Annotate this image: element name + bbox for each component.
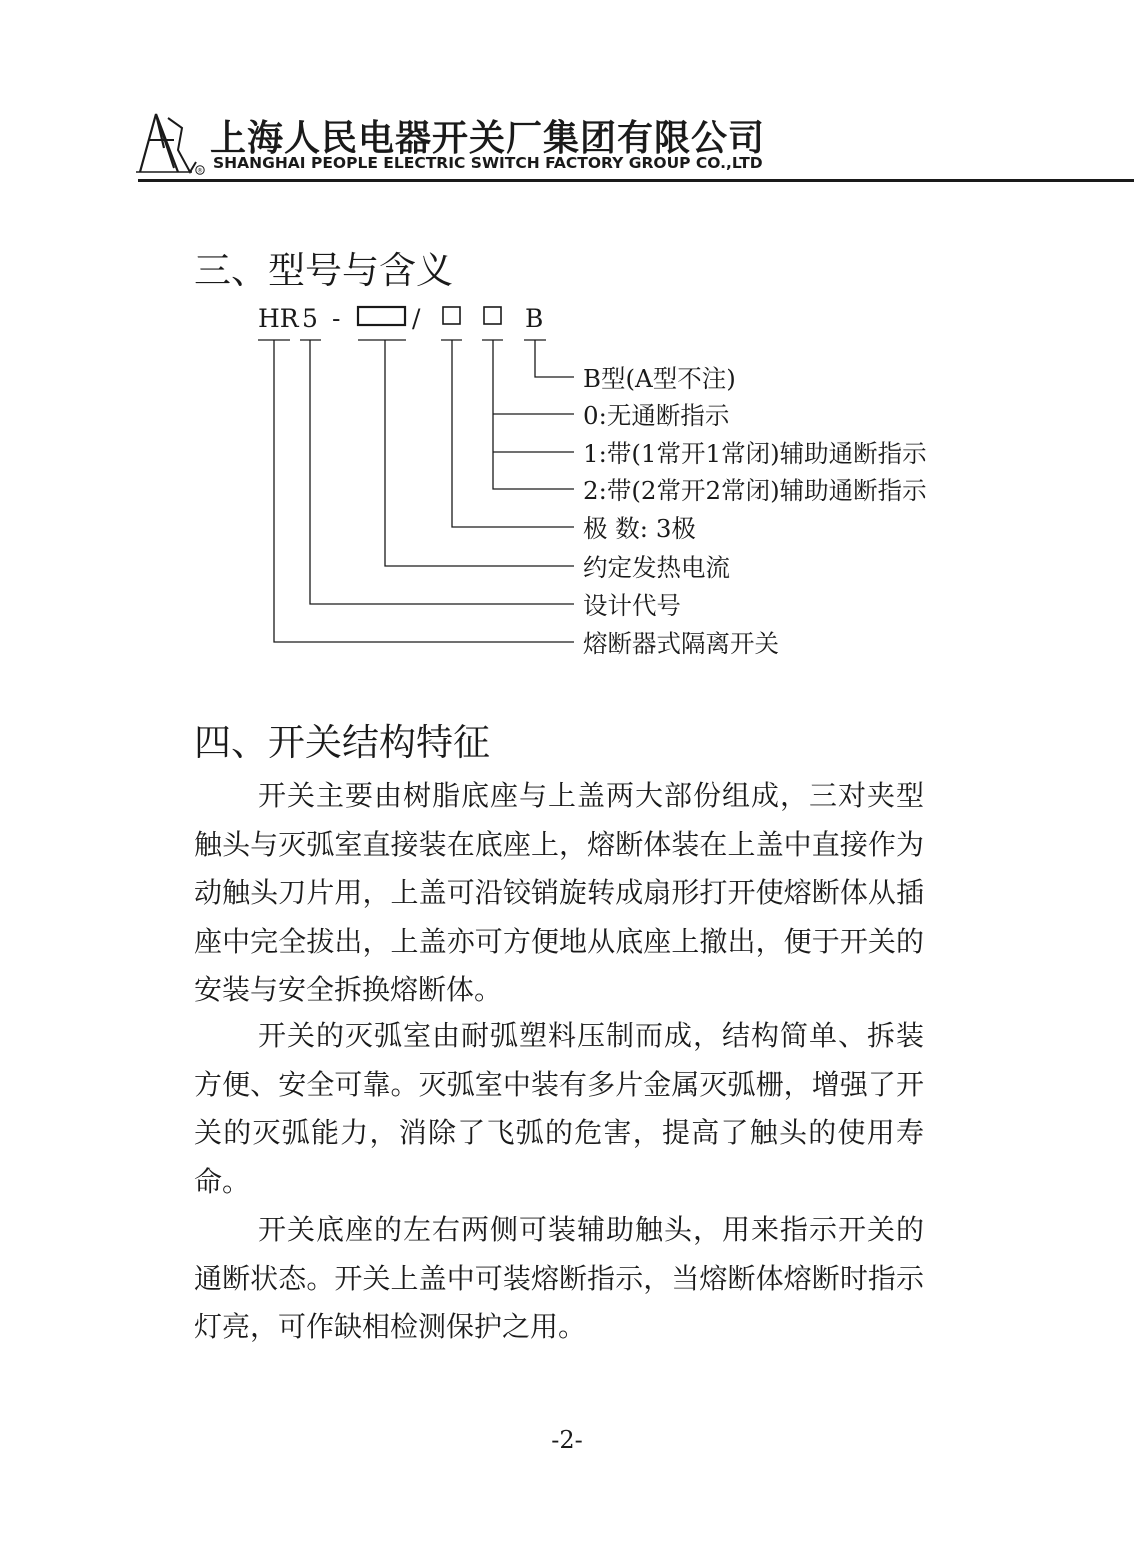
company-name-chinese: 上海人民电器开关厂集团有限公司 xyxy=(210,118,766,159)
leader-type-b xyxy=(535,340,574,377)
legend-aux-0: 0:无通断指示 xyxy=(583,401,730,430)
code-five: 5 xyxy=(302,304,318,333)
legend-type-b: B型(A型不注) xyxy=(583,364,736,393)
company-name-english: SHANGHAI PEOPLE ELECTRIC SWITCH FACTORY GROUP CO.,LTD xyxy=(213,154,763,172)
code-auxiliary-box xyxy=(484,307,501,324)
code-dash: - xyxy=(332,304,341,333)
leader-design-code xyxy=(310,340,574,604)
legend-switch-type: 熔断器式隔离开关 xyxy=(583,629,779,658)
legend-design-code: 设计代号 xyxy=(583,591,681,620)
model-code-diagram xyxy=(0,0,1134,700)
code-current-box xyxy=(358,307,405,325)
leader-current xyxy=(385,340,574,566)
code-poles-box xyxy=(443,307,460,324)
code-hr: HR xyxy=(258,304,299,333)
legend-current: 约定发热电流 xyxy=(583,553,730,582)
leader-poles xyxy=(452,340,574,527)
code-b: B xyxy=(525,304,544,333)
page-number: -2- xyxy=(551,1426,583,1454)
section-title-structure: 四、开关结构特征 xyxy=(194,721,490,764)
section-title-model-meaning: 三、型号与含义 xyxy=(194,249,453,292)
paragraph-auxiliary-contacts: 开关底座的左右两侧可装辅助触头，用来指示开关的通断状态。开关上盖中可装熔断指示，当熔断体熔断时指示灯亮，可作缺相检测保护之用。 xyxy=(194,1213,924,1343)
paragraph-arc-chamber: 开关的灭弧室由耐弧塑料压制而成，结构简单、拆装方便、安全可靠。灭弧室中装有多片金属灭弧栅，增强了开关的灭弧能力，消除了飞弧的危害，提高了触头的使用寿命。 xyxy=(194,1019,924,1198)
legend-aux-2: 2:带(2常开2常闭)辅助通断指示 xyxy=(583,476,927,505)
leader-switch-type xyxy=(274,340,574,642)
registered-mark: ® xyxy=(197,167,203,175)
legend-poles: 极 数: 3极 xyxy=(583,514,696,543)
legend-aux-1: 1:带(1常开1常闭)辅助通断指示 xyxy=(583,439,927,468)
code-slash: / xyxy=(412,304,421,333)
paragraph-structure: 开关主要由树脂底座与上盖两大部份组成，三对夹型触头与灭弧室直接装在底座上，熔断体装在上盖中直接作为动触头刀片用，上盖可沿铰销旋转成扇形打开使熔断体从插座中完全拔出，上盖亦可方便地从底座上撤出，便于开关的安装与安全拆换熔断体。 xyxy=(194,779,924,1006)
